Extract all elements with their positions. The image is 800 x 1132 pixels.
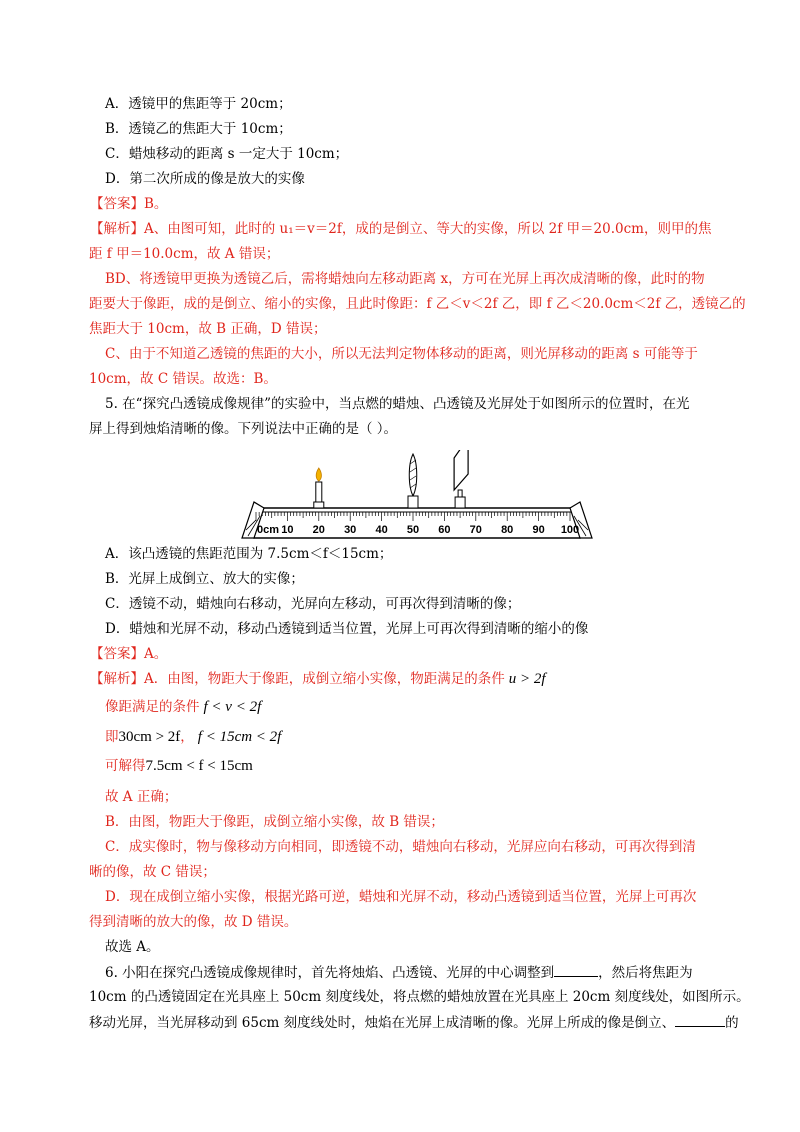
candle <box>314 468 324 508</box>
q6-line <box>89 1012 739 1033</box>
answer-blank[interactable] <box>675 1012 725 1027</box>
q5-analysis-line <box>105 756 253 776</box>
q5-answer: 【答案】A。 <box>90 646 168 662</box>
ruler-tick-label: 70 <box>469 524 482 536</box>
analysis-text: ， <box>180 729 194 745</box>
q5-analysis-line <box>90 669 546 689</box>
option-c-prev: C．蜡烛移动的距离 s 一定大于 10cm； <box>105 146 349 162</box>
q5-analysis-line: B．由图，物距大于像距，成倒立缩小实像，故 B 错误； <box>105 814 444 830</box>
ruler-tick-label: 80 <box>501 524 514 536</box>
q5-stem-line: 5. 在“探究凸透镜成像规律”的实验中，当点燃的蜡烛、凸透镜及光屏处于如图所示的位置时，在光 <box>105 396 690 412</box>
q5-final: 故选 A。 <box>105 939 160 955</box>
flame-icon <box>316 468 321 481</box>
ruler-tick-label: 100 <box>560 524 580 536</box>
q5-analysis-line: 得到清晰的放大的像，故 D 错误。 <box>89 914 298 930</box>
q5-stem-line: 屏上得到烛焰清晰的像。下列说法中正确的是（ ）。 <box>89 421 398 437</box>
ruler-tick-label: 0cm <box>257 524 280 536</box>
q5-option-b: B．光屏上成倒立、放大的实像； <box>105 571 304 587</box>
option-b-prev: B．透镜乙的焦距大于 10cm； <box>105 121 292 137</box>
light-screen <box>454 450 468 508</box>
optical-bench-figure <box>232 450 602 542</box>
math-expression: 7.5cm < f < 15cm <box>145 758 253 774</box>
q6-text: 移动光屏，当光屏移动到 65cm 刻度线处时，烛焰在光屏上成清晰的像。光屏上所成的像是倒立、 <box>89 1015 676 1031</box>
ruler-tick-label: 50 <box>406 524 420 536</box>
q5-option-c: C．透镜不动，蜡烛向右移动，光屏向左移动，可再次得到清晰的像； <box>105 596 521 612</box>
ruler-tick-label: 40 <box>375 524 388 536</box>
q5-analysis-line: 晰的像，故 C 错误； <box>89 864 216 880</box>
q5-option-d: D．蜡烛和光屏不动，移动凸透镜到适当位置，光屏上可再次得到清晰的缩小的像 <box>105 621 589 637</box>
math-expression: u > 2f <box>508 671 546 687</box>
q6-text: 的 <box>725 1015 739 1031</box>
analysis-text: 即 <box>105 729 119 745</box>
q6-line: 10cm 的凸透镜固定在光具座上 50cm 刻度线处，将点燃的蜡烛放置在光具座上 20cm 刻度线处，如图所示。 <box>89 989 750 1005</box>
ruler-tick-label: 30 <box>344 524 357 536</box>
ruler-tick-label: 90 <box>532 524 545 536</box>
ruler-tick-label: 10 <box>281 524 294 536</box>
optical-bench-svg <box>232 450 602 542</box>
q5-analysis-line: D．现在成倒立缩小实像，根据光路可逆，蜡烛和光屏不动，移动凸透镜到适当位置，光屏上可再次 <box>105 889 697 905</box>
analysis-text: 【解析】A．由图，物距大于像距，成倒立缩小实像，物距满足的条件 <box>90 671 505 687</box>
q5-analysis-line: C．成实像时，物与像移动方向相同，即透镜不动，蜡烛向右移动，光屏应向右移动，可再次得到清 <box>105 839 696 855</box>
q5-analysis-line <box>105 727 281 747</box>
answer-blank[interactable] <box>554 962 598 977</box>
ruler-tick-label: 60 <box>438 524 451 536</box>
analysis-prev-line: 距 f 甲＝10.0cm，故 A 错误； <box>89 246 280 262</box>
math-expression: f < v < 2f <box>203 699 262 715</box>
option-a-prev: A．透镜甲的焦距等于 20cm； <box>105 96 292 112</box>
math-expression: 30cm > 2f <box>118 729 181 745</box>
q5-option-a: A．该凸透镜的焦距范围为 7.5cm＜f＜15cm； <box>105 546 393 562</box>
analysis-prev-line: 10cm，故 C 错误。故选：B。 <box>89 371 277 387</box>
q6-text: 6. 小阳在探究凸透镜成像规律时，首先将烛焰、凸透镜、光屏的中心调整到 <box>105 965 555 981</box>
math-expression: f < 15cm < 2f <box>197 729 282 745</box>
option-d-prev: D．第二次所成的像是放大的实像 <box>105 171 305 187</box>
ruler-tick-label: 20 <box>312 524 325 536</box>
q5-analysis-line <box>105 697 261 717</box>
analysis-prev-line: 焦距大于 10cm，故 B 正确，D 错误； <box>89 321 327 337</box>
answer-prev: 【答案】B。 <box>90 196 168 212</box>
analysis-prev-line: 【解析】A、由图可知，此时的 u₁＝v＝2f，成的是倒立、等大的实像，所以 2f 甲＝20.0cm，则甲的焦 <box>90 221 712 237</box>
q5-analysis-line: 故 A 正确； <box>105 789 178 805</box>
convex-lens <box>408 454 418 508</box>
analysis-text: 可解得 <box>105 758 146 774</box>
analysis-prev-line: C、由于不知道乙透镜的焦距的大小，所以无法判定物体移动的距离，则光屏移动的距离 s 可能等于 <box>105 346 698 362</box>
analysis-text: 像距满足的条件 <box>105 699 200 715</box>
analysis-prev-line: BD、将透镜甲更换为透镜乙后，需将蜡烛向左移动距离 x，方可在光屏上再次成清晰的像，此时的物 <box>105 271 705 287</box>
q6-text: ，然后将焦距为 <box>598 965 693 981</box>
q6-line <box>105 962 693 983</box>
analysis-prev-line: 距要大于像距，成的是倒立、缩小的实像，且此时像距：f 乙＜v＜2f 乙，即 f 乙＜20.0cm＜2f 乙，透镜乙的 <box>89 296 746 312</box>
